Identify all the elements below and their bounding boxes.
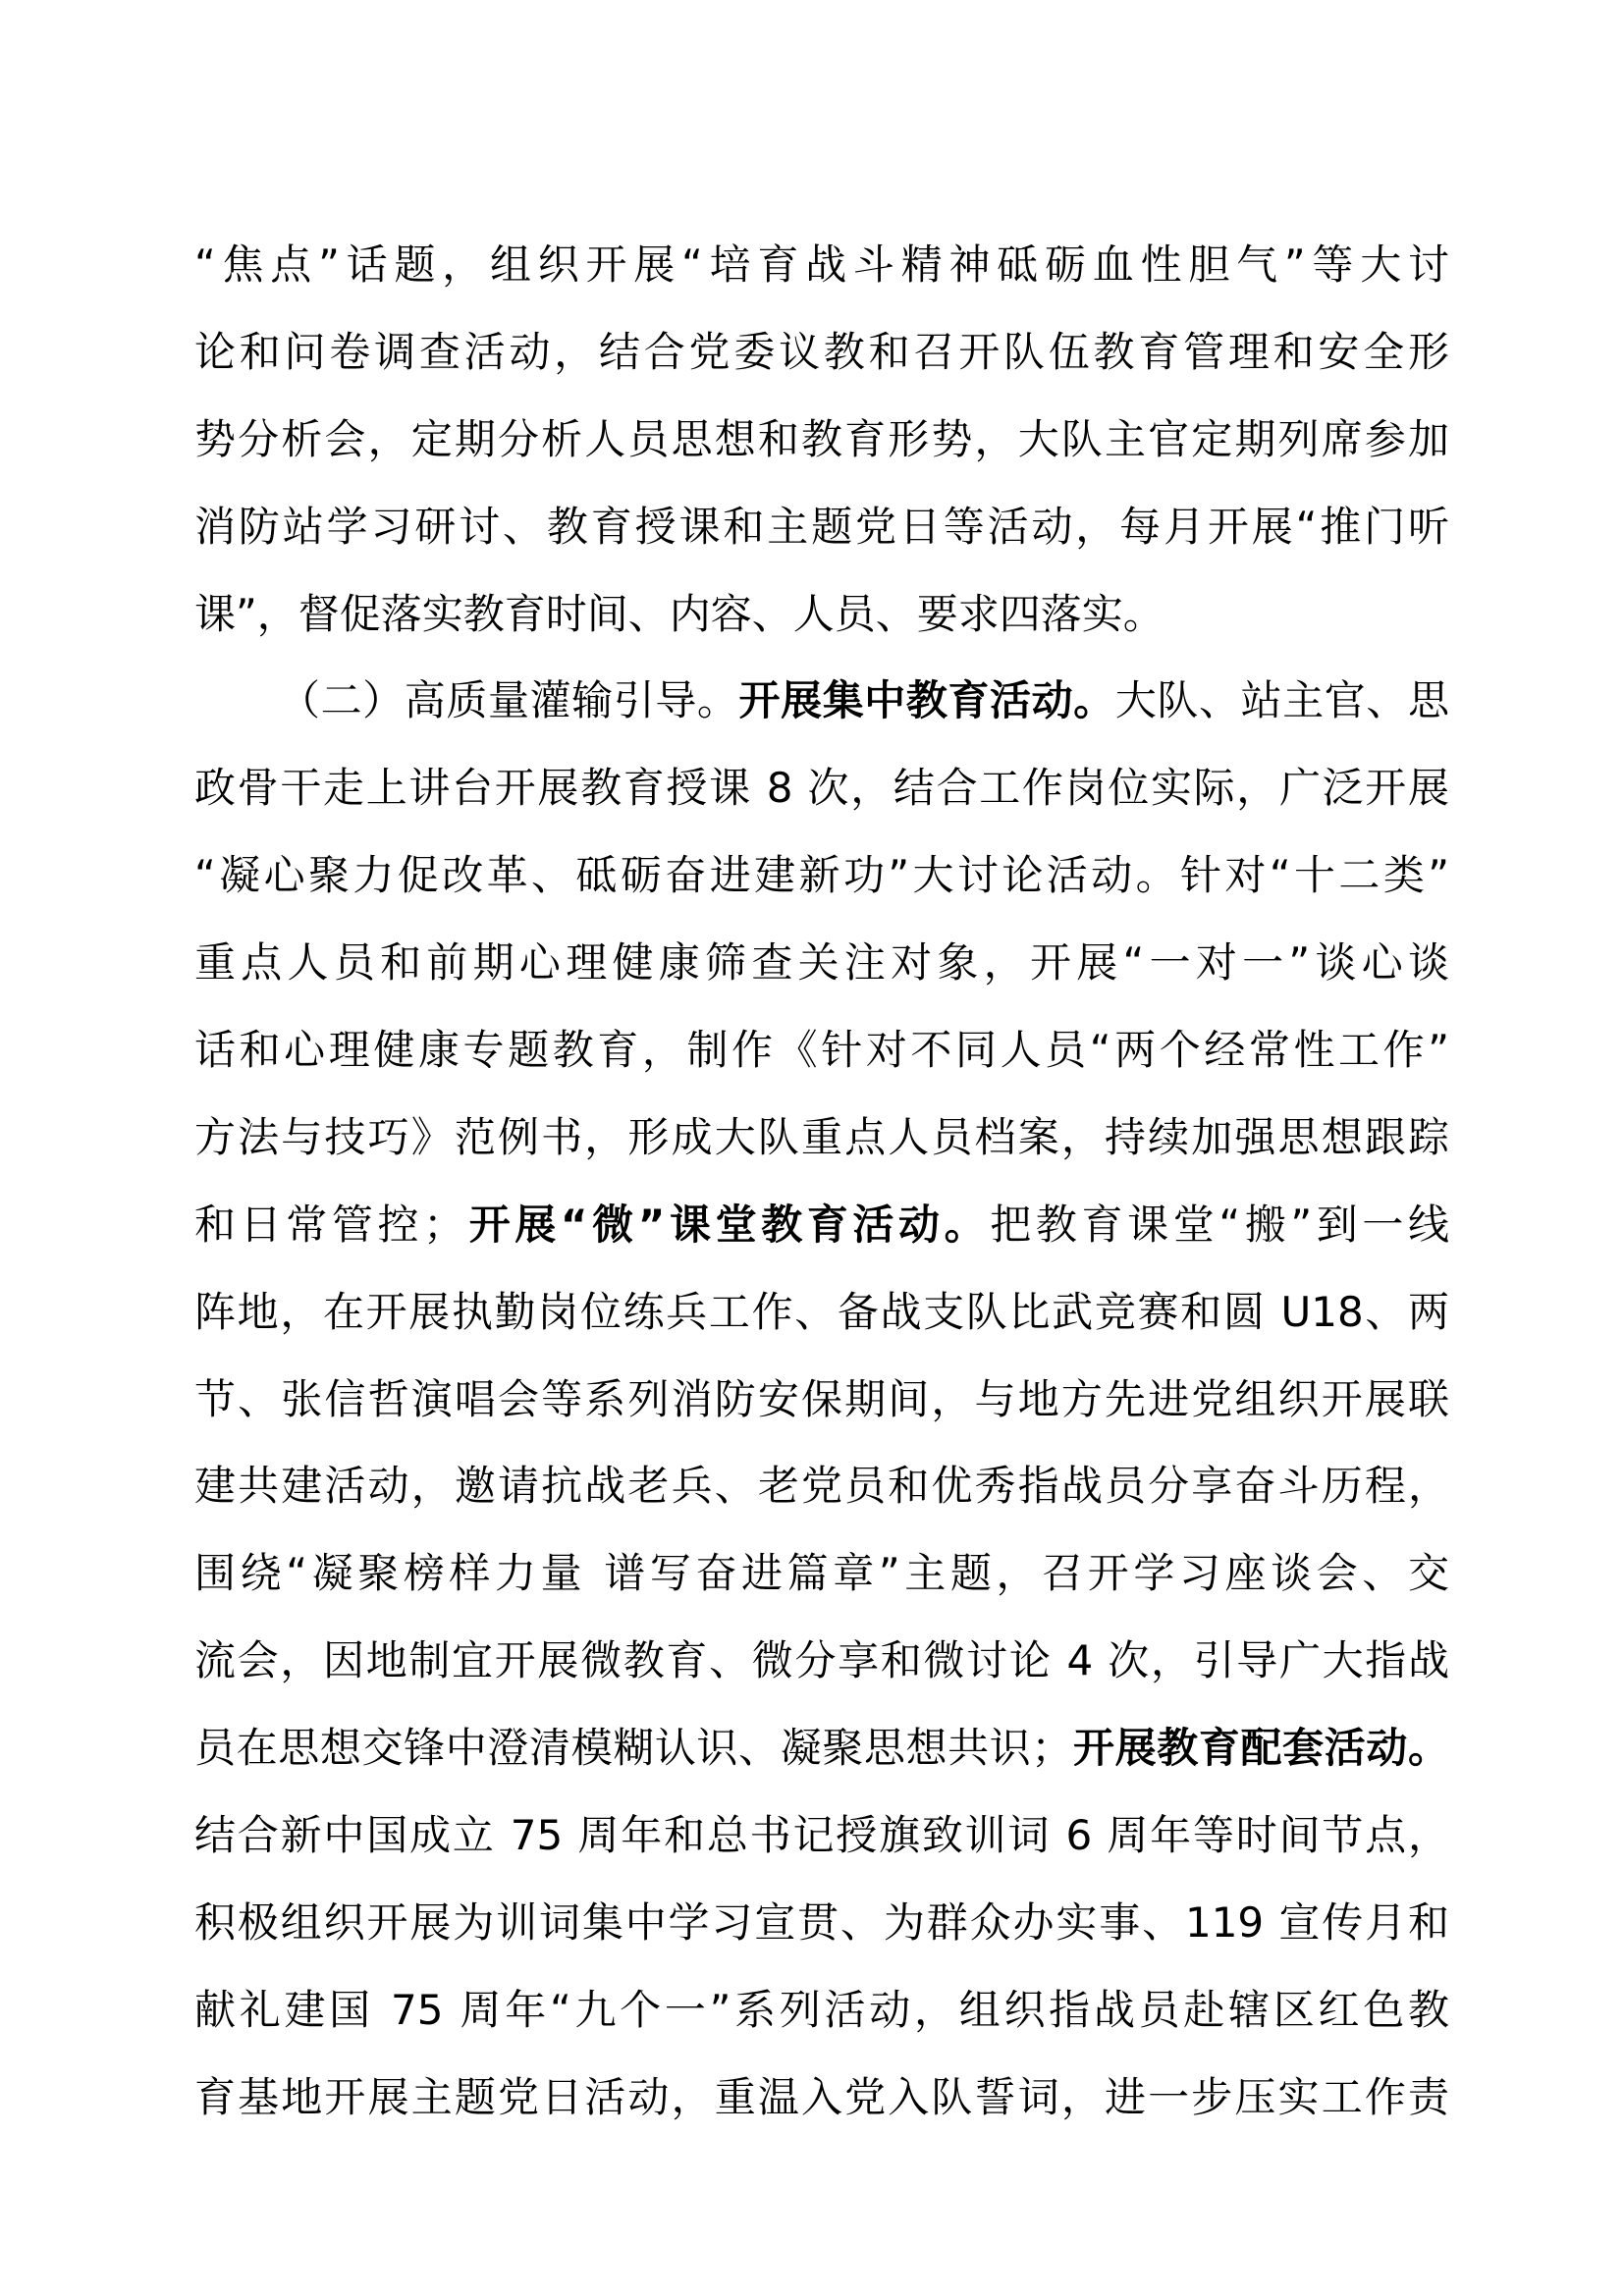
body-text: 建共建活动，邀请抗战老兵、老党员和优秀指战员分享奋斗历程， [194, 1462, 1449, 1511]
text-line [194, 1544, 1449, 1631]
body-text: 论和问卷调查活动，结合党委议教和召开队伍教育管理和安全形 [194, 327, 1449, 376]
bold-heading-text: 开展集中教育活动。 [738, 676, 1115, 725]
text-line [194, 671, 1449, 759]
body-text: 大队、站主官、思 [1114, 676, 1449, 725]
bold-heading-text: 开展教育配套活动。 [1072, 1724, 1449, 1773]
body-text: 把教育课堂“搬”到一线 [990, 1200, 1449, 1249]
text-line [194, 934, 1449, 1021]
text-line [194, 323, 1449, 410]
body-text: 献礼建国 75 周年“九个一”系列活动，组织指战员赴辖区红色教 [194, 1985, 1449, 2034]
body-text: 课”，督促落实教育时间、内容、人员、要求四落实。 [194, 589, 1164, 638]
text-line [194, 1196, 1449, 1283]
body-text: 阵地，在开展执勤岗位练兵工作、备战支队比武竞赛和圆 U18、两 [194, 1287, 1449, 1336]
text-line [194, 2068, 1449, 2156]
text-line [194, 585, 1449, 672]
text-line [194, 1021, 1449, 1108]
document-body [194, 236, 1449, 2156]
body-text: “焦点”话题，组织开展“培育战斗精神砥砺血性胆气”等大讨 [194, 240, 1449, 289]
body-text: 势分析会，定期分析人员思想和教育形势，大队主官定期列席参加 [194, 414, 1449, 463]
body-text: 围绕“凝聚榜样力量 谱写奋进篇章”主题，召开学习座谈会、交 [194, 1549, 1449, 1598]
text-line [194, 1894, 1449, 1981]
body-text: 和日常管控； [194, 1200, 465, 1249]
body-text: 流会，因地制宜开展微教育、微分享和微讨论 4 次，引导广大指战 [194, 1636, 1449, 1685]
body-text: 结合新中国成立 75 周年和总书记授旗致训词 6 周年等时间节点， [194, 1811, 1449, 1860]
body-text: 消防站学习研讨、教育授课和主题党日等活动，每月开展“推门听 [194, 502, 1449, 551]
text-line [194, 1457, 1449, 1544]
text-line [194, 1719, 1449, 1806]
text-line [194, 1283, 1449, 1370]
body-text: 方法与技巧》范例书，形成大队重点人员档案，持续加强思想跟踪 [194, 1112, 1449, 1161]
text-line [194, 410, 1449, 498]
body-text: 重点人员和前期心理健康筛查关注对象，开展“一对一”谈心谈 [194, 938, 1449, 988]
body-text: 积极组织开展为训词集中学习宣贯、为群众办实事、119 宣传月和 [194, 1897, 1449, 1947]
body-text: 育基地开展主题党日活动，重温入党入队誓词，进一步压实工作责 [194, 2072, 1449, 2121]
body-text: “凝心聚力促改革、砥砺奋进建新功”大讨论活动。针对“十二类” [194, 851, 1449, 900]
text-line [194, 846, 1449, 934]
body-text: （二）高质量灌输引导。 [279, 676, 739, 725]
body-text: 员在思想交锋中澄清模糊认识、凝聚思想共识； [194, 1724, 1073, 1773]
bold-heading-text: 开展“微”课堂教育活动。 [464, 1200, 991, 1249]
body-text: 政骨干走上讲台开展教育授课 8 次，结合工作岗位实际，广泛开展 [194, 764, 1449, 813]
text-line [194, 1370, 1449, 1458]
body-text: 节、张信哲演唱会等系列消防安保期间，与地方先进党组织开展联 [194, 1374, 1449, 1423]
text-line [194, 498, 1449, 585]
text-line [194, 1631, 1449, 1719]
text-line [194, 1981, 1449, 2068]
text-line [194, 1806, 1449, 1894]
text-line [194, 1108, 1449, 1196]
text-line [194, 759, 1449, 846]
body-text: 话和心理健康专题教育，制作《针对不同人员“两个经常性工作” [194, 1026, 1449, 1075]
text-line [194, 236, 1449, 323]
